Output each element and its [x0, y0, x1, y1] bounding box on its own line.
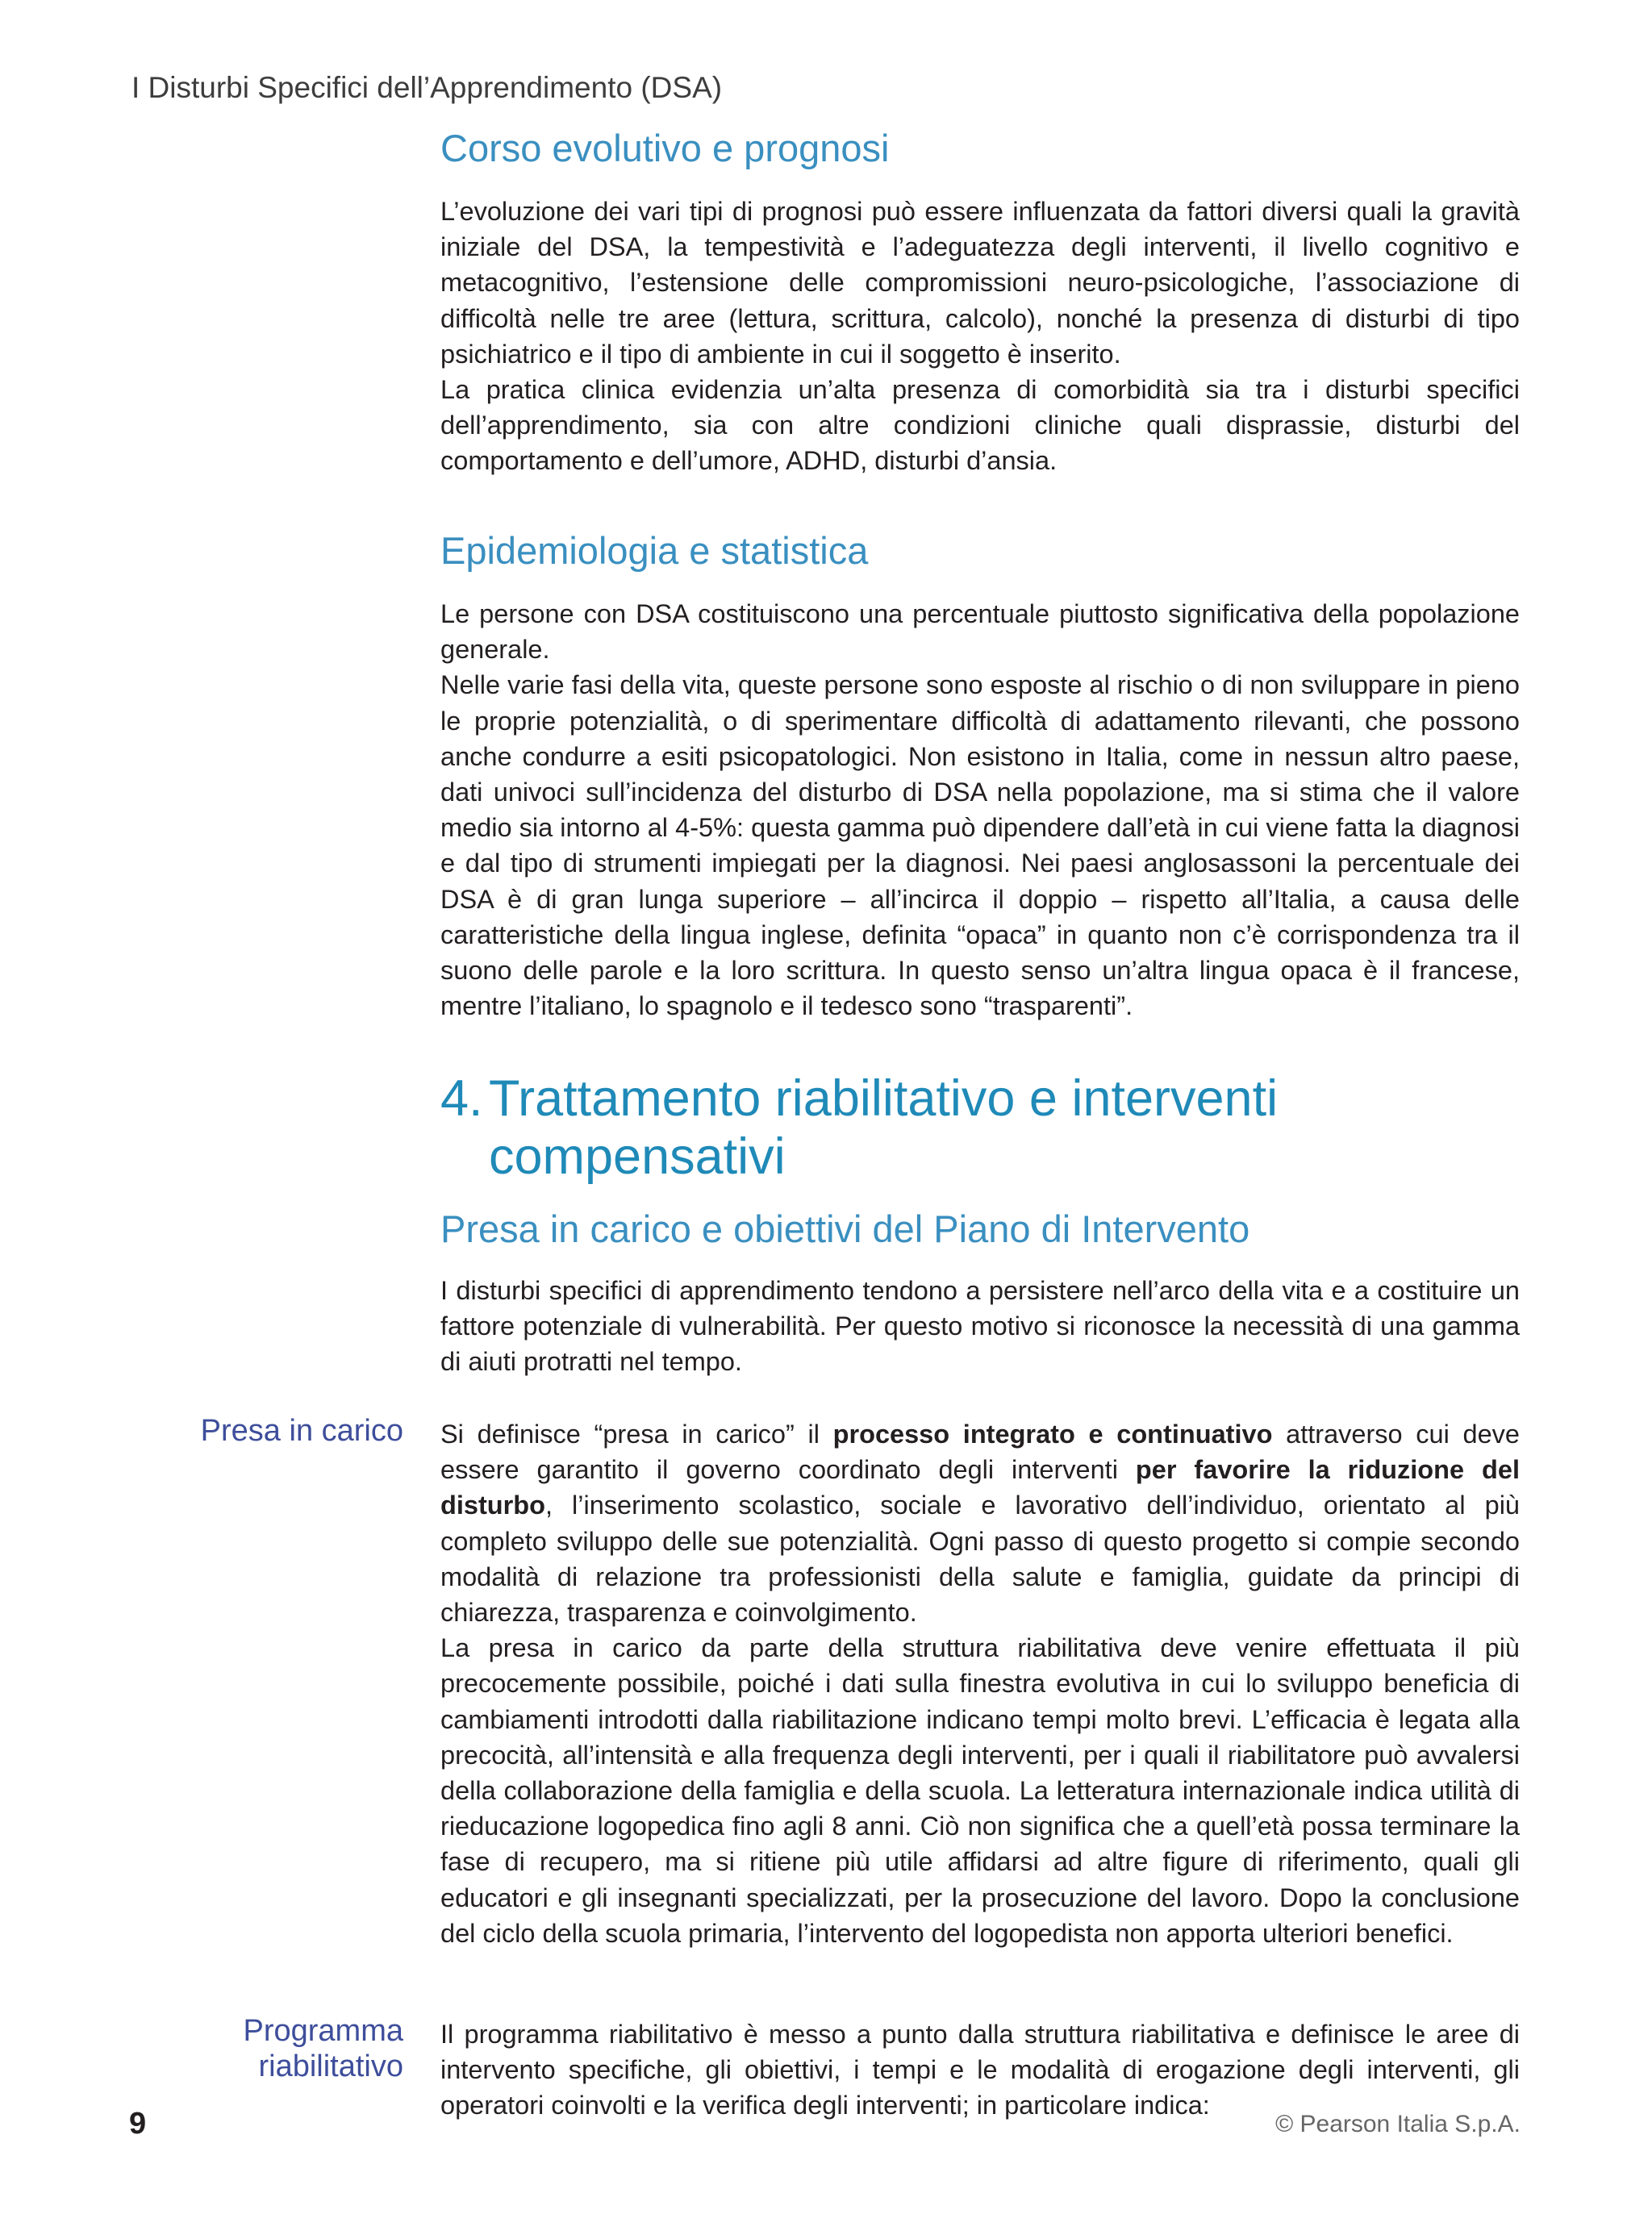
side-label-programma-riabilitativo [244, 2013, 404, 2084]
paragraph: I disturbi specifici di apprendimento tendono a persistere nell’arco della vita e a costituire un fattore potenziale di vulnerabilità. Per questo motivo si riconosce la necessità di una gamma di aiuti protratti nel tempo. [440, 1276, 1520, 1377]
section-epidemiologia-body [440, 596, 1520, 1024]
running-head: I Disturbi Specifici dell’Apprendimento (DSA) [131, 71, 723, 104]
paragraph: La presa in carico da parte della struttura riabilitativa deve venire effettuata il più precocemente possibile, poiché i dati sulla finestra evolutiva in cui lo sviluppo beneficia di cambiamenti introdotti dalla riabilitazione indicano tempi molto brevi. L’efficacia è legata alla precocità, all’intensità e alla frequenza degli interventi, per i quali il riabilitatore può avvalersi della collaborazione della famiglia e della scuola. La letteratura internazionale indica utilità di rieducazione logopedica fino agli 8 anni. Ciò non significa che a quell’età possa terminare la fase di recupero, ma si ritiene più utile affidarsi ad altre figure di riferimento, quali gli educatori e gli insegnanti specializzati, per la prosecuzione del lavoro. Dopo la conclusione del ciclo della scuola primaria, l’intervento del logopedista non apporta ulteriori benefici. [440, 1633, 1520, 1948]
heading-presa-in-carico-obiettivi: Presa in carico e obiettivi del Piano di Intervento [440, 1207, 1250, 1250]
bold-text: processo integrato e continuativo [832, 1420, 1273, 1449]
side-label-line: Programma [243, 2014, 403, 2048]
heading-epidemiologia: Epidemiologia e statistica [440, 529, 869, 572]
side-label-line: riabilitativo [258, 2049, 403, 2083]
paragraph [440, 1416, 1520, 1630]
chapter-title-line2: compensativi [489, 1128, 786, 1185]
chapter-title-line1: Trattamento riabilitativo e interventi [489, 1070, 1279, 1127]
paragraph: L’evoluzione dei vari tipi di prognosi può essere influenzata da fattori diversi quali la gravità iniziale del DSA, la tempestività e l’adeguatezza degli interventi, il livello cognitivo e metacognitivo, l’estensione delle compromissioni neuro-psicologiche, l’associazione di difficoltà nelle tre aree (lettura, scrittura, calcolo), nonché la presenza di disturbi di tipo psichiatrico e il tipo di ambiente in cui il soggetto è inserito. [440, 197, 1520, 369]
section-programma-body [440, 2016, 1520, 2124]
paragraph: La pratica clinica evidenzia un’alta presenza di comorbidità sia tra i disturbi specifici dell’apprendimento, sia con altre condizioni cliniche quali disprassie, disturbi del comportamento e dell’umore, ADHD, disturbi d’ansia. [440, 375, 1520, 476]
heading-corso-evolutivo: Corso evolutivo e prognosi [440, 127, 890, 169]
section-presa-intro [440, 1273, 1520, 1380]
section-presa-in-carico-body [440, 1416, 1520, 1951]
text-run: attraverso cui deve essere garantito il governo coordinato degli interventi [440, 1420, 1521, 1485]
text-run: Si definisce “presa in carico” il [440, 1420, 833, 1449]
side-label-presa-in-carico: Presa in carico [200, 1414, 403, 1448]
page-number: 9 [129, 2107, 147, 2141]
paragraph: Le persone con DSA costituiscono una percentuale piuttosto significativa della popolazione generale. [440, 599, 1520, 665]
paragraph: Il programma riabilitativo è messo a punto dalla struttura riabilitativa e definisce le aree di intervento specifiche, gli obiettivi, i tempi e le modalità di erogazione degli interventi, gli operatori coinvolti e la verifica degli interventi; in particolare indica: [440, 2020, 1520, 2120]
paragraph: Nelle varie fasi della vita, queste persone sono esposte al rischio o di non sviluppare in pieno le proprie potenzialità, o di sperimentare difficoltà di adattamento rilevanti, che possono anche condurre a esiti psicopatologici. Non esistono in Italia, come in nessun altro paese, dati univoci sull’incidenza del disturbo di DSA nella popolazione, ma si stima che il valore medio sia intorno al 4-5%: questa gamma può dipendere dall’età in cui viene fatta la diagnosi e dal tipo di strumenti impiegati per la diagnosi. Nei paesi anglosassoni la percentuale dei DSA è di gran lunga superiore – all’incirca il doppio – rispetto all’Italia, a causa delle caratteristiche della lingua inglese, definita “opaca” in quanto non c’è corrispondenza tra il suono delle parole e la loro scrittura. In questo senso un’altra lingua opaca è il francese, mentre l’italiano, lo spagnolo e il tedesco sono “trasparenti”. [440, 670, 1520, 1021]
chapter-number: 4. [440, 1070, 483, 1127]
section-corso-body [440, 194, 1520, 479]
chapter-title [440, 1070, 1570, 1186]
bold-text: per favorire la riduzione del disturbo [440, 1455, 1520, 1520]
text-run: , l’inserimento scolastico, sociale e lavorativo dell’individuo, orientato al più completo sviluppo delle sue potenzialità. Ogni passo di questo progetto si compie secondo modalità di relazione tra professionisti della salute e famiglia, guidate da principi di chiarezza, trasparenza e coinvolgimento. [440, 1491, 1520, 1628]
copyright: © Pearson Italia S.p.A. [1275, 2111, 1521, 2137]
